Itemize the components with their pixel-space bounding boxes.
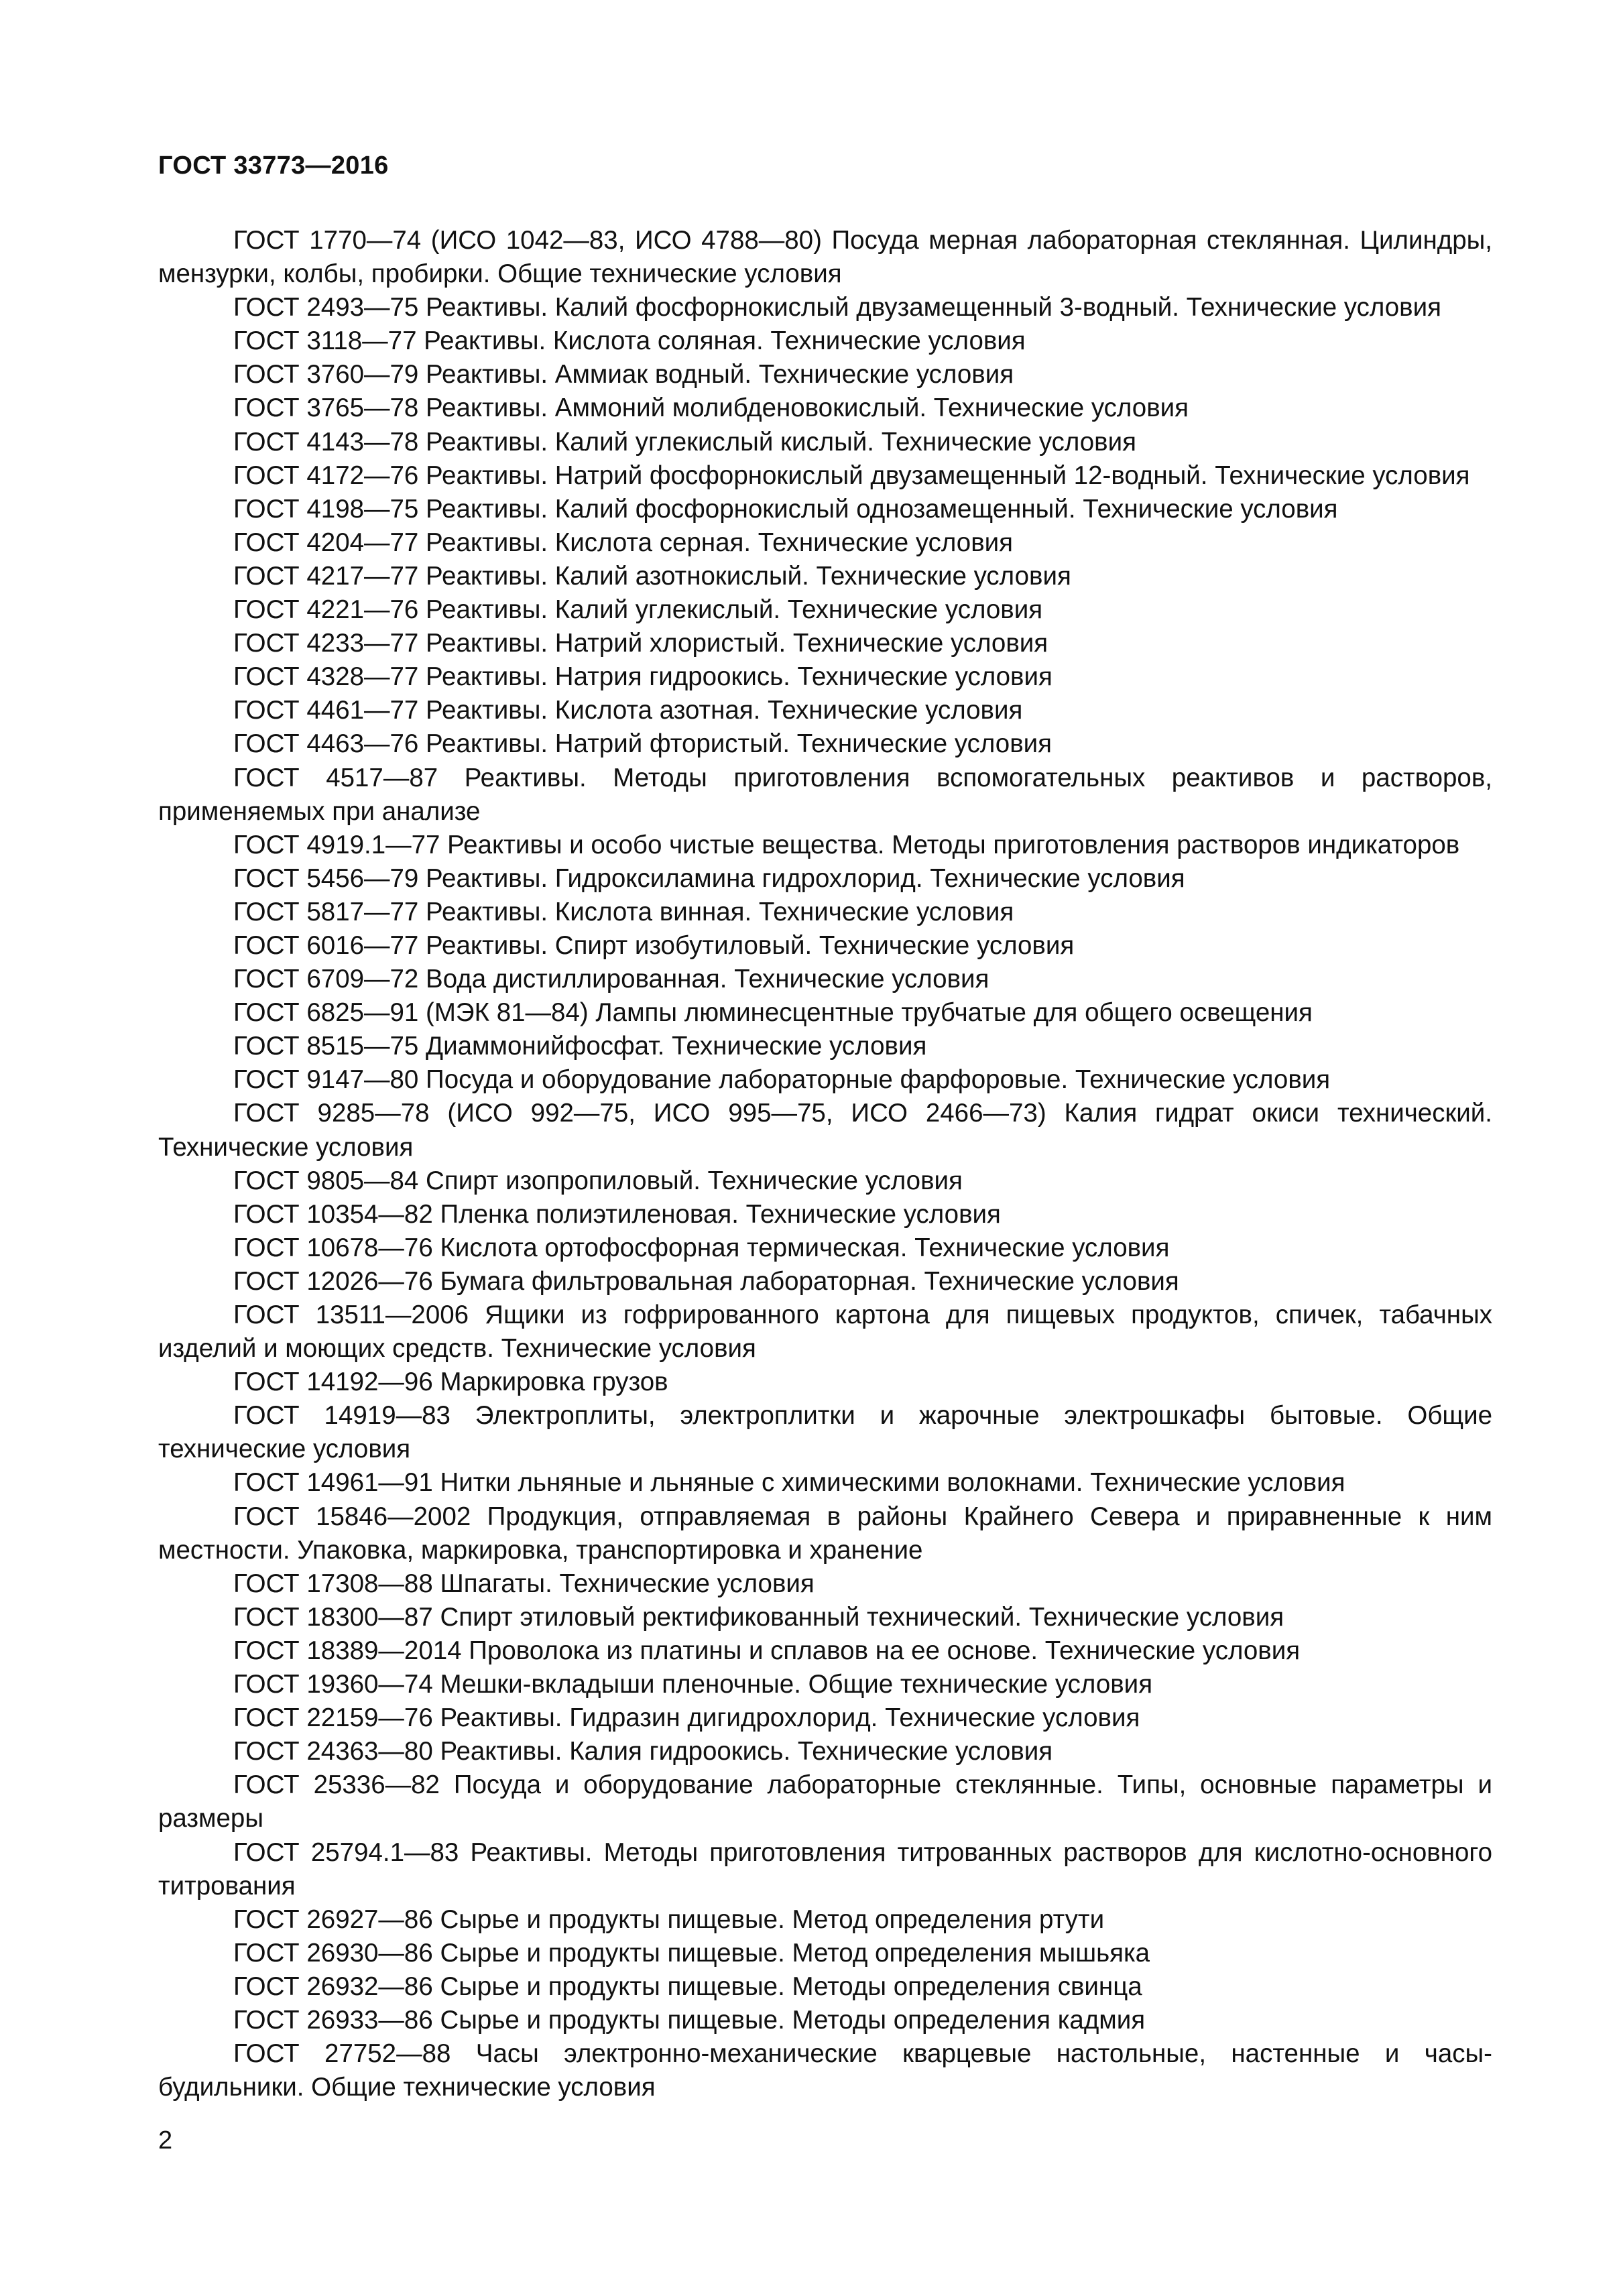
reference-item: ГОСТ 3118—77 Реактивы. Кислота соляная. Технические условия [233,326,1026,356]
reference-item: ГОСТ 3765—78 Реактивы. Аммоний молибденовокислый. Технические условия [233,394,1189,423]
reference-item: ГОСТ 10354—82 Пленка полиэтиленовая. Технические условия [233,1199,1001,1229]
reference-item: ГОСТ 4919.1—77 Реактивы и особо чистые вещества. Методы приготовления растворов индикаторов [233,830,1460,859]
reference-item: ГОСТ 4221—76 Реактивы. Калий углекислый. Технические условия [233,595,1043,625]
reference-item: ГОСТ 25794.1—83 Реактивы. Методы приготовления титрованных растворов для кислотно-основного титрования [158,1837,1492,1900]
page-number: 2 [158,2126,173,2155]
reference-item: ГОСТ 9285—78 (ИСО 992—75, ИСО 995—75, ИСО 2466—73) Калия гидрат окиси технический. Технические условия [158,1099,1492,1162]
reference-item: ГОСТ 4217—77 Реактивы. Калий азотнокислый. Технические условия [233,561,1071,591]
reference-item: ГОСТ 19360—74 Мешки-вкладыши пленочные. Общие технические условия [233,1670,1153,1699]
reference-item: ГОСТ 4463—76 Реактивы. Натрий фтористый. Технические условия [233,729,1053,759]
reference-item: ГОСТ 4517—87 Реактивы. Методы приготовления вспомогательных реактивов и растворов, применяемых при анализе [158,763,1492,826]
reference-item: ГОСТ 15846—2002 Продукция, отправляемая в районы Крайнего Севера и приравненные к ним местности. Упаковка, маркировка, транспортировка и хранение [158,1502,1492,1565]
reference-item: ГОСТ 25336—82 Посуда и оборудование лабораторные стеклянные. Типы, основные параметры и размеры [158,1770,1492,1833]
reference-item: ГОСТ 24363—80 Реактивы. Калия гидроокись. Технические условия [233,1737,1053,1766]
reference-item: ГОСТ 6016—77 Реактивы. Спирт изобутиловый. Технические условия [233,930,1075,960]
reference-item: ГОСТ 18389—2014 Проволока из платины и сплавов на ее основе. Технические условия [233,1636,1301,1665]
reference-item: ГОСТ 26933—86 Сырье и продукты пищевые. Методы определения кадмия [233,2005,1146,2035]
reference-item: ГОСТ 6709—72 Вода дистиллированная. Технические условия [233,965,989,994]
reference-item: ГОСТ 4328—77 Реактивы. Натрия гидроокись. Технические условия [233,662,1053,692]
reference-item: ГОСТ 3760—79 Реактивы. Аммиак водный. Технические условия [233,360,1014,389]
reference-item: ГОСТ 8515—75 Диаммонийфосфат. Технические условия [233,1032,927,1061]
reference-item: ГОСТ 9805—84 Спирт изопропиловый. Технические условия [233,1166,963,1195]
reference-item: ГОСТ 18300—87 Спирт этиловый ректификованный технический. Технические условия [233,1602,1284,1632]
references-list [158,224,1492,2104]
reference-item: ГОСТ 4461—77 Реактивы. Кислота азотная. Технические условия [233,696,1023,725]
reference-item: ГОСТ 13511—2006 Ящики из гофрированного картона для пищевых продуктов, спичек, табачных изделий и моющих средств. Технические условия [158,1301,1492,1364]
reference-item: ГОСТ 4172—76 Реактивы. Натрий фосфорнокислый двузамещенный 12-водный. Технические условия [233,461,1470,490]
reference-item: ГОСТ 22159—76 Реактивы. Гидразин дигидрохлорид. Технические условия [233,1703,1140,1733]
reference-item: ГОСТ 10678—76 Кислота ортофосфорная термическая. Технические условия [233,1233,1170,1262]
reference-item: ГОСТ 14961—91 Нитки льняные и льняные с химическими волокнами. Технические условия [233,1468,1345,1498]
reference-item: ГОСТ 27752—88 Часы электронно-механические кварцевые настольные, настенные и часы-будильники. Общие технические условия [158,2039,1492,2102]
reference-item: ГОСТ 2493—75 Реактивы. Калий фосфорнокислый двузамещенный 3-водный. Технические условия [233,293,1441,322]
reference-item: ГОСТ 4233—77 Реактивы. Натрий хлористый. Технические условия [233,629,1048,658]
reference-item: ГОСТ 12026—76 Бумага фильтровальная лабораторная. Технические условия [233,1266,1179,1296]
reference-item: ГОСТ 26932—86 Сырье и продукты пищевые. Методы определения свинца [233,1972,1142,2001]
reference-item: ГОСТ 17308—88 Шпагаты. Технические условия [233,1569,815,1598]
reference-item: ГОСТ 5817—77 Реактивы. Кислота винная. Технические условия [233,897,1014,926]
reference-item: ГОСТ 6825—91 (МЭК 81—84) Лампы люминесцентные трубчатые для общего освещения [233,998,1313,1028]
reference-item: ГОСТ 9147—80 Посуда и оборудование лабораторные фарфоровые. Технические условия [233,1065,1331,1095]
reference-item: ГОСТ 14192—96 Маркировка грузов [233,1368,668,1397]
reference-item: ГОСТ 1770—74 (ИСО 1042—83, ИСО 4788—80) Посуда мерная лабораторная стеклянная. Цилиндры, мензурки, колбы, пробирки. Общие технические условия [158,226,1492,289]
reference-item: ГОСТ 26927—86 Сырье и продукты пищевые. Метод определения ртути [233,1905,1105,1934]
document-header: ГОСТ 33773—2016 [158,152,389,180]
reference-item: ГОСТ 14919—83 Электроплиты, электроплитки и жарочные электрошкафы бытовые. Общие технические условия [158,1401,1492,1464]
reference-item: ГОСТ 5456—79 Реактивы. Гидроксиламина гидрохлорид. Технические условия [233,863,1185,893]
reference-item: ГОСТ 4204—77 Реактивы. Кислота серная. Технические условия [233,528,1014,557]
reference-item: ГОСТ 4143—78 Реактивы. Калий углекислый кислый. Технические условия [233,427,1136,457]
reference-item: ГОСТ 4198—75 Реактивы. Калий фосфорнокислый однозамещенный. Технические условия [233,494,1338,524]
reference-item: ГОСТ 26930—86 Сырье и продукты пищевые. Метод определения мышьяка [233,1938,1150,1968]
